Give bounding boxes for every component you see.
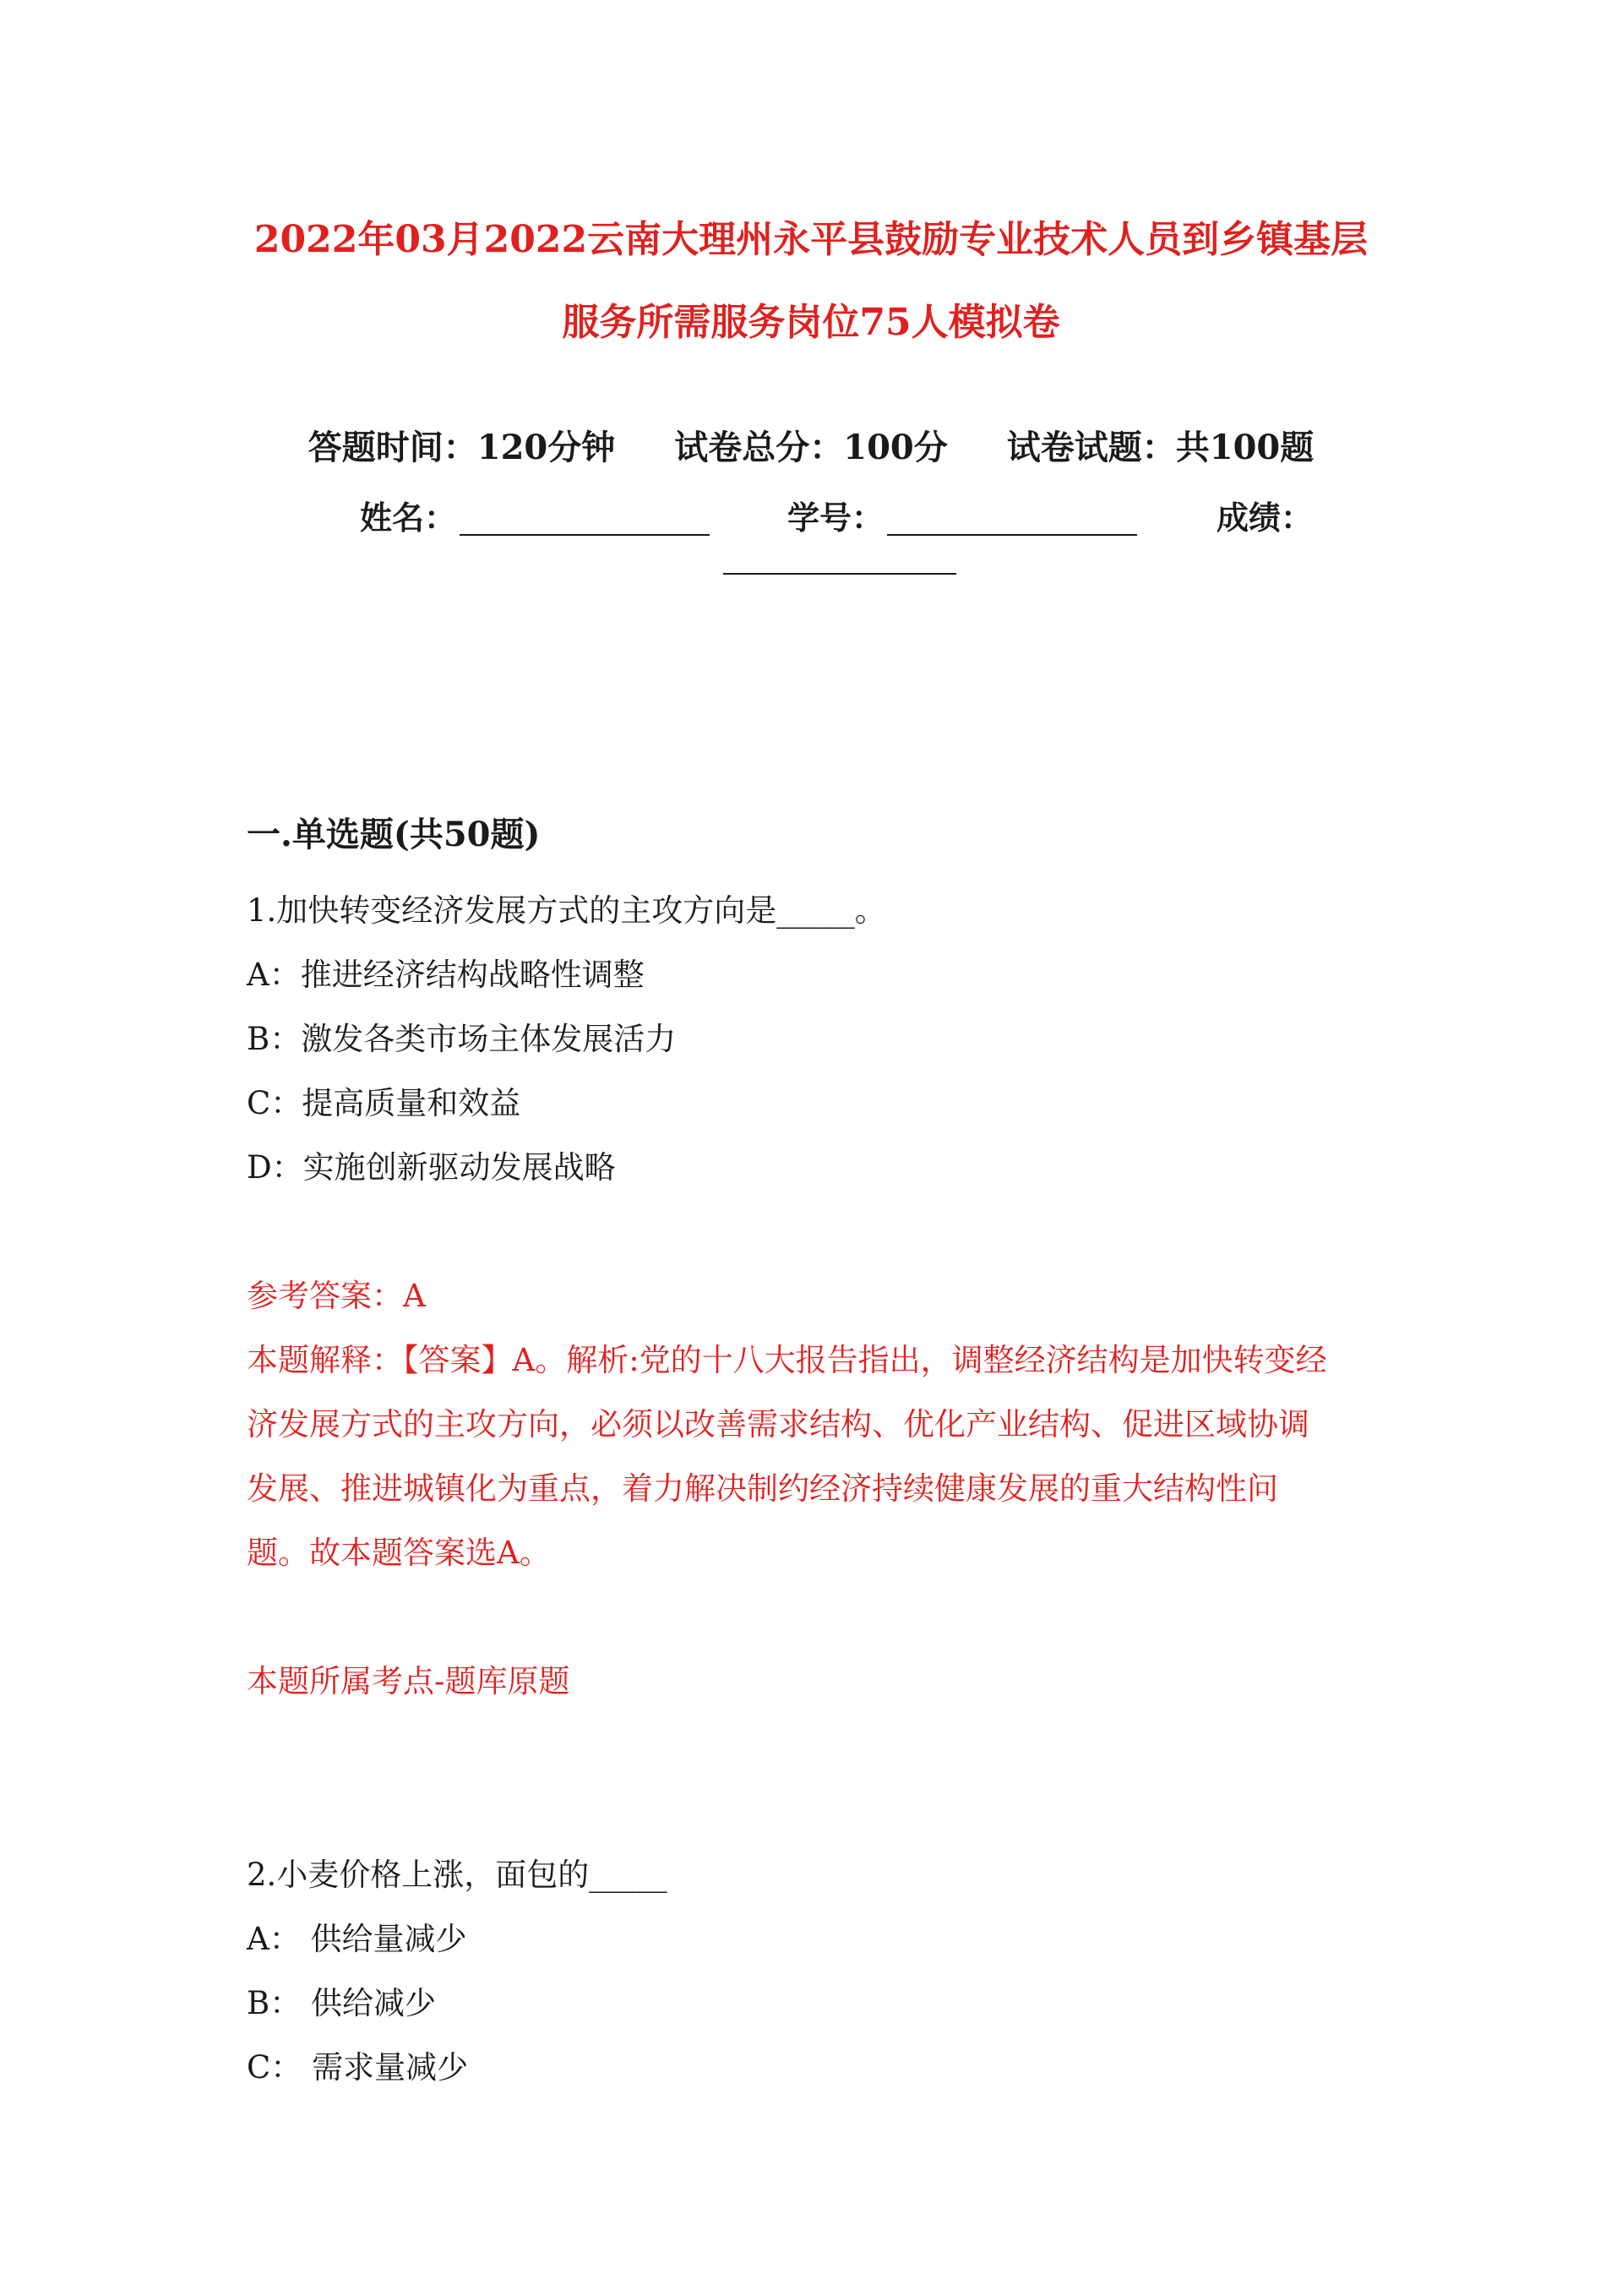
question-1-explanation-line3: 发展、推进城镇化为重点，着力解决制约经济持续健康发展的重大结构性问 [247,1470,1278,1507]
name-label: 姓名： [360,499,457,537]
question-2-option-b: B： 供给减少 [247,1985,436,2021]
id-blank[interactable] [887,534,1137,536]
score-label: 成绩： [1216,499,1314,537]
question-1-option-a: A：推进经济结构战略性调整 [247,957,645,993]
exam-question-count: 试卷试题：共100题 [1006,428,1314,467]
id-label: 学号： [787,499,884,537]
exam-meta-row [203,424,1419,472]
question-2-stem: 2.小麦价格上涨，面包的_____ [247,1857,667,1893]
section-title: 一.单选题(共50题) [247,815,541,854]
question-1-topic: 本题所属考点-题库原题 [247,1663,570,1699]
question-1-option-b: B：激发各类市场主体发展活力 [247,1021,677,1057]
question-1-option-d: D：实施创新驱动发展战略 [247,1149,616,1186]
question-2-option-c: C： 需求量减少 [247,2049,469,2086]
name-blank[interactable] [460,534,710,536]
question-2-option-a: A： 供给量减少 [247,1921,467,1957]
question-1-answer: 参考答案：A [247,1278,426,1314]
score-blank[interactable] [723,573,956,575]
exam-title-line2: 服务所需服务岗位75人模拟卷 [562,301,1060,344]
exam-total-score: 试卷总分：100分 [674,428,948,467]
question-1-stem: 1.加快转变经济发展方式的主攻方向是_____。 [247,892,886,929]
question-1-explanation-line1: 本题解释：【答案】A。解析:党的十八大报告指出，调整经济结构是加快转变经 [247,1342,1327,1378]
question-1-explanation-line2: 济发展方式的主攻方向，必须以改善需求结构、优化产业结构、促进区域协调 [247,1406,1309,1442]
exam-time: 答题时间：120分钟 [308,428,616,467]
question-1-explanation-line4: 题。故本题答案选A。 [247,1535,551,1571]
question-1-option-c: C：提高质量和效益 [247,1085,521,1121]
exam-title-line1: 2022年03月2022云南大理州永平县鼓励专业技术人员到乡镇基层 [253,218,1369,261]
